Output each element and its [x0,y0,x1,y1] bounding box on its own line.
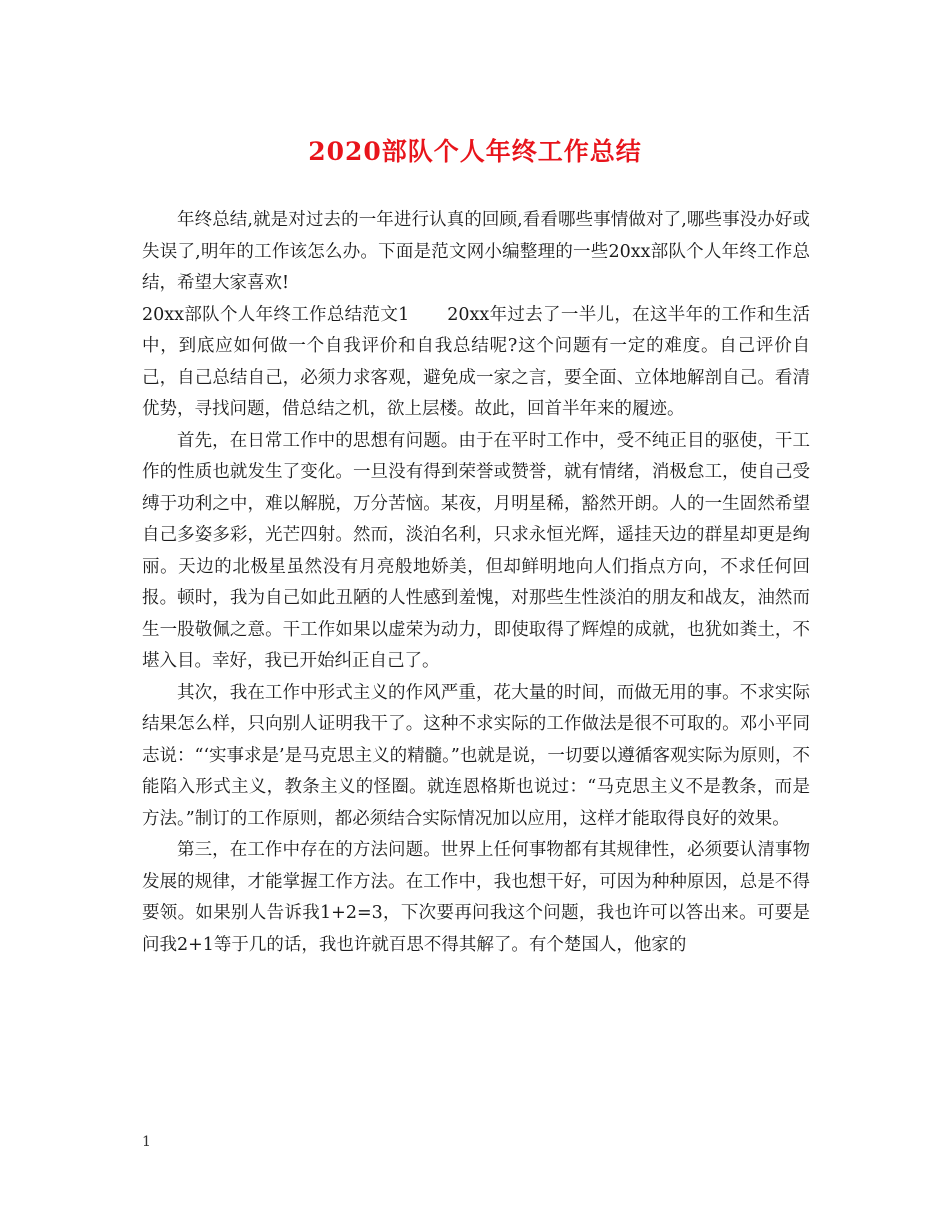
page-number: 1 [142,1134,151,1150]
intro-paragraph: 年终总结,就是对过去的一年进行认真的回顾,看看哪些事情做对了,哪些事没办好或失误了,明年的工作该怎么办。下面是范文网小编整理的一些20xx部队个人年终工作总结，希望大家喜欢! [142,210,810,293]
paragraph-third: 第三，在工作中存在的方法问题。世界上任何事物都有其规律性，必须要认清事物发展的规律，才能掌握工作方法。在工作中，我也想干好，可因为种种原因，总是不得要领。如果别人告诉我1+2=3，下次要再问我这个问题，我也许可以答出来。可要是问我2+1等于几的话，我也许就百思不得其解了。有个楚国人，他家的 [142,840,810,955]
paragraph-second: 其次，我在工作中形式主义的作风严重，花大量的时间，而做无用的事。不求实际结果怎么样，只向别人证明我干了。这种不求实际的工作做法是很不可取的。邓小平同志说：“‘实事求是’是马克思主义的精髓。”也就是说，一切要以遵循客观实际为原则，不能陷入形式主义，教条主义的怪圈。就连恩格斯也说过：“马克思主义不是教条，而是方法。”制订的工作原则，都必须结合实际情况加以应用，这样才能取得良好的效果。 [142,682,810,829]
sample-lead: 20xx年过去了一半儿，在这半年的工作和生活中，到底应如何做一个自我评价和自我总结呢?这个问题有一定的难度。自己评价自己，自己总结自己，必须力求客观，避免成一家之言，要全面、立体地解剖自己。看清优势，寻找问题，借总结之机，欲上层楼。故此，回首半年来的履迹。 [142,304,811,419]
sample-paragraph [142,300,810,426]
paragraph-first: 首先，在日常工作中的思想有问题。由于在平时工作中，受不纯正目的驱使，干工作的性质也就发生了变化。一旦没有得到荣誉或赞誉，就有情绪，消极怠工，使自己受缚于功利之中，难以解脱，万分苦恼。某夜，月明星稀，豁然开朗。人的一生固然希望自己多姿多彩，光芒四射。然而，淡泊名利，只求永恒光辉，遥挂天边的群星却更是绚丽。天边的北极星虽然没有月亮般地娇美，但却鲜明地向人们指点方向，不求任何回报。顿时，我为自己如此丑陋的人性感到羞愧，对那些生性淡泊的朋友和战友，油然而生一股敬佩之意。干工作如果以虚荣为动力，即使取得了辉煌的成就，也犹如粪土，不堪入目。幸好，我已开始纠正自己了。 [142,430,810,671]
sample-heading: 20xx部队个人年终工作总结范文1 [142,304,410,325]
document-body [142,205,810,961]
document-title: 2020部队个人年终工作总结 [308,137,642,166]
